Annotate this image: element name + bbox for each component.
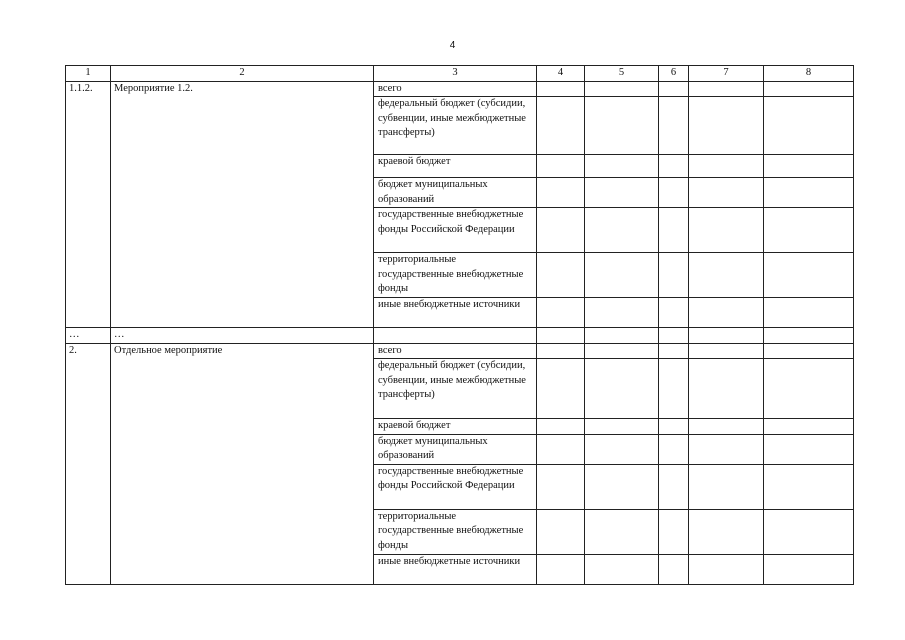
value-cell: [659, 434, 689, 464]
measure-name: …: [111, 328, 374, 344]
value-cell: [689, 253, 764, 298]
funding-source: бюджет муниципальных образований: [374, 434, 537, 464]
measure-name: Отдельное мероприятие: [111, 343, 374, 584]
value-cell: [764, 343, 854, 359]
value-cell: [659, 178, 689, 208]
value-cell: [764, 554, 854, 584]
column-header: 4: [537, 66, 585, 82]
value-cell: [689, 81, 764, 97]
value-cell: [764, 208, 854, 253]
table-row: [66, 328, 854, 344]
funding-source: иные внебюджетные источники: [374, 298, 537, 328]
value-cell: [764, 97, 854, 155]
value-cell: [764, 509, 854, 554]
value-cell: [764, 328, 854, 344]
row-number: …: [66, 328, 111, 344]
value-cell: [537, 434, 585, 464]
value-cell: [659, 155, 689, 178]
value-cell: [689, 554, 764, 584]
funding-source: [374, 328, 537, 344]
row-number: 1.1.2.: [66, 81, 111, 328]
value-cell: [659, 464, 689, 509]
value-cell: [585, 178, 659, 208]
value-cell: [537, 178, 585, 208]
header-row: [66, 66, 854, 82]
value-cell: [764, 434, 854, 464]
column-header: 7: [689, 66, 764, 82]
column-header: 1: [66, 66, 111, 82]
value-cell: [689, 509, 764, 554]
funding-source: территориальные государственные внебюджетные фонды: [374, 253, 537, 298]
value-cell: [689, 343, 764, 359]
measure-name: Мероприятие 1.2.: [111, 81, 374, 328]
value-cell: [585, 343, 659, 359]
value-cell: [764, 155, 854, 178]
value-cell: [537, 554, 585, 584]
funding-source: федеральный бюджет (субсидии, субвенции, иные межбюджетные трансферты): [374, 97, 537, 155]
value-cell: [659, 554, 689, 584]
column-header: 5: [585, 66, 659, 82]
value-cell: [585, 328, 659, 344]
funding-source: краевой бюджет: [374, 419, 537, 435]
value-cell: [537, 253, 585, 298]
value-cell: [537, 509, 585, 554]
value-cell: [537, 343, 585, 359]
value-cell: [537, 155, 585, 178]
value-cell: [659, 208, 689, 253]
value-cell: [537, 359, 585, 419]
row-number: 2.: [66, 343, 111, 584]
value-cell: [764, 359, 854, 419]
value-cell: [689, 155, 764, 178]
value-cell: [585, 208, 659, 253]
value-cell: [764, 81, 854, 97]
value-cell: [585, 155, 659, 178]
column-header: 8: [764, 66, 854, 82]
value-cell: [764, 298, 854, 328]
funding-source: краевой бюджет: [374, 155, 537, 178]
value-cell: [659, 97, 689, 155]
table-row: [66, 81, 854, 97]
value-cell: [659, 328, 689, 344]
funding-source: федеральный бюджет (субсидии, субвенции, иные межбюджетные трансферты): [374, 359, 537, 419]
value-cell: [537, 208, 585, 253]
value-cell: [659, 419, 689, 435]
column-header: 3: [374, 66, 537, 82]
value-cell: [764, 178, 854, 208]
funding-source: всего: [374, 343, 537, 359]
value-cell: [689, 419, 764, 435]
funding-source: бюджет муниципальных образований: [374, 178, 537, 208]
value-cell: [689, 328, 764, 344]
value-cell: [764, 464, 854, 509]
funding-table: [65, 65, 854, 585]
column-header: 2: [111, 66, 374, 82]
value-cell: [585, 298, 659, 328]
value-cell: [764, 253, 854, 298]
value-cell: [659, 81, 689, 97]
page-number: 4: [449, 40, 456, 51]
value-cell: [585, 97, 659, 155]
value-cell: [537, 464, 585, 509]
funding-source: иные внебюджетные источники: [374, 554, 537, 584]
value-cell: [689, 178, 764, 208]
value-cell: [659, 343, 689, 359]
value-cell: [585, 359, 659, 419]
funding-source: территориальные государственные внебюджетные фонды: [374, 509, 537, 554]
value-cell: [585, 253, 659, 298]
funding-source: государственные внебюджетные фонды Российской Федерации: [374, 208, 537, 253]
value-cell: [659, 298, 689, 328]
value-cell: [537, 81, 585, 97]
value-cell: [537, 298, 585, 328]
value-cell: [585, 81, 659, 97]
value-cell: [689, 97, 764, 155]
value-cell: [537, 419, 585, 435]
column-header: 6: [659, 66, 689, 82]
value-cell: [659, 509, 689, 554]
value-cell: [689, 434, 764, 464]
value-cell: [659, 253, 689, 298]
value-cell: [689, 464, 764, 509]
funding-source: всего: [374, 81, 537, 97]
value-cell: [689, 359, 764, 419]
value-cell: [689, 208, 764, 253]
value-cell: [585, 509, 659, 554]
value-cell: [585, 434, 659, 464]
value-cell: [764, 419, 854, 435]
value-cell: [689, 298, 764, 328]
value-cell: [537, 328, 585, 344]
value-cell: [585, 464, 659, 509]
funding-source: государственные внебюджетные фонды Российской Федерации: [374, 464, 537, 509]
value-cell: [659, 359, 689, 419]
table-row: [66, 343, 854, 359]
value-cell: [585, 419, 659, 435]
value-cell: [537, 97, 585, 155]
value-cell: [585, 554, 659, 584]
